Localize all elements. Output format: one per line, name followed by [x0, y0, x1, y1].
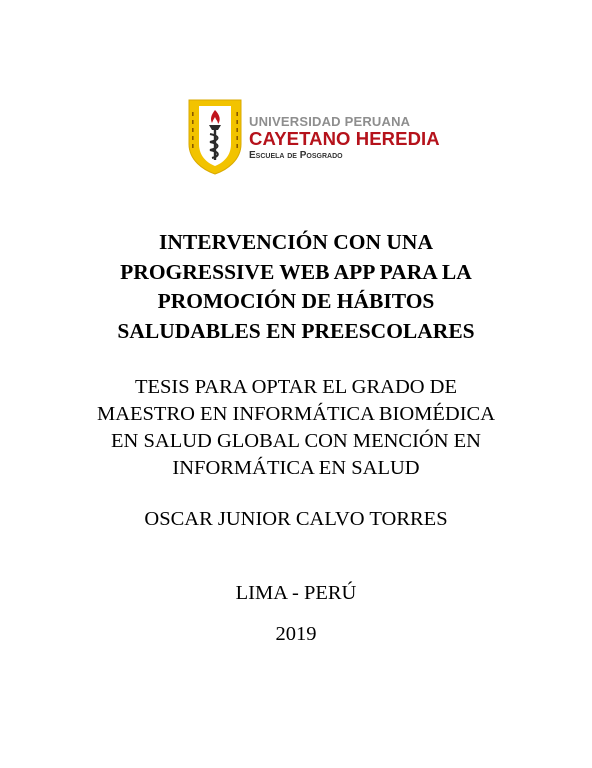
degree-line: EN SALUD GLOBAL CON MENCIÓN EN	[111, 430, 481, 452]
logo-wordmark	[249, 114, 440, 162]
title-line: PROMOCIÓN DE HÁBITOS	[157, 289, 435, 313]
degree-statement	[40, 374, 552, 482]
university-name: CAYETANO HEREDIA	[249, 128, 440, 149]
university-logo	[187, 98, 440, 176]
school-label: Escuela de Posgrado	[249, 150, 343, 161]
degree-line: INFORMÁTICA EN SALUD	[172, 457, 420, 479]
title-line: PROGRESSIVE WEB APP PARA LA	[120, 259, 472, 284]
title-line: SALUDABLES EN PREESCOLARES	[117, 318, 475, 343]
year-label: 2019	[275, 623, 317, 645]
degree-line: TESIS PARA OPTAR EL GRADO DE	[134, 376, 458, 398]
caduceus-torch-seal-icon	[187, 98, 243, 176]
author-name: OSCAR JUNIOR CALVO TORRES	[144, 508, 448, 530]
place-label: LIMA - PERÚ	[235, 582, 357, 604]
title-line: INTERVENCIÓN CON UNA	[159, 230, 433, 254]
university-label: UNIVERSIDAD PERUANA	[249, 114, 411, 129]
thesis-title	[60, 228, 532, 346]
degree-line: MAESTRO EN INFORMÁTICA BIOMÉDICA	[96, 403, 496, 425]
